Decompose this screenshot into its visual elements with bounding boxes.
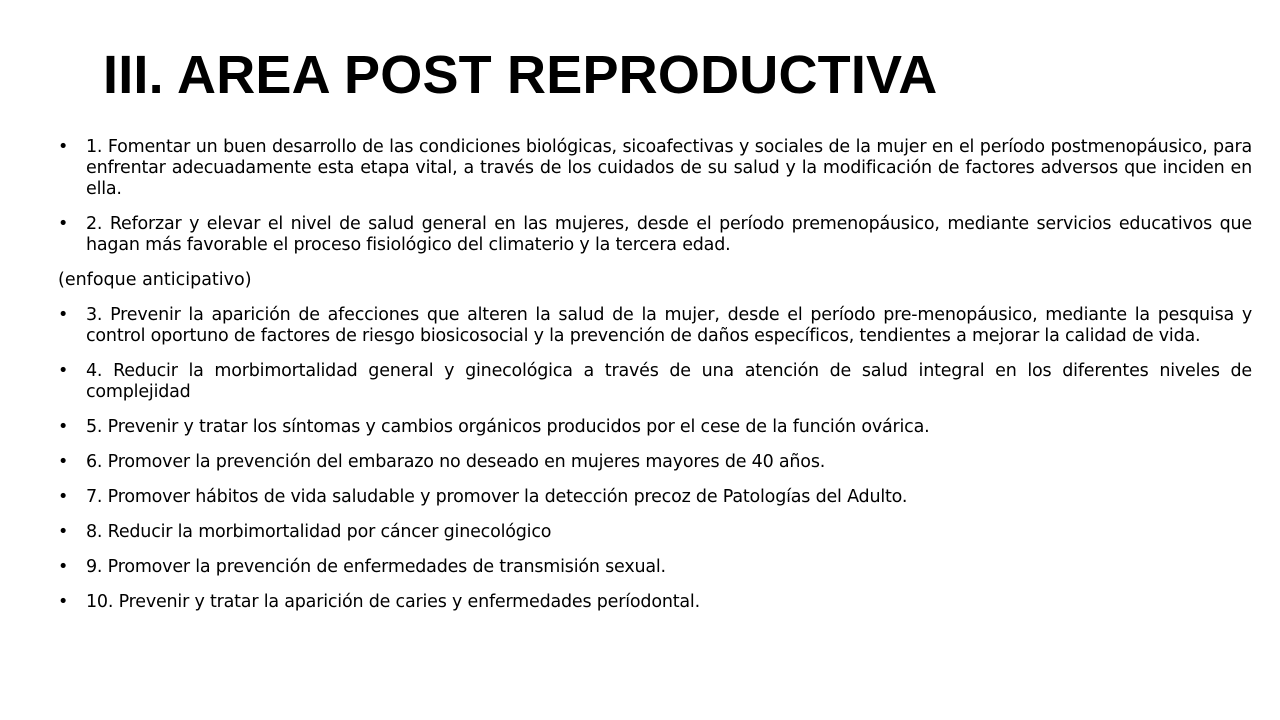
slide-body [58, 137, 1252, 627]
list-item [58, 452, 1252, 473]
list-item-text: 5. Prevenir y tratar los síntomas y cambios orgánicos producidos por el cese de la función ovárica. [86, 417, 930, 437]
list-item [58, 487, 1252, 508]
list-item [58, 522, 1252, 543]
bullet-icon: • [58, 522, 69, 542]
list-item [58, 417, 1252, 438]
list-item-text: 3. Prevenir la aparición de afecciones que alteren la salud de la mujer, desde el período pre-menopáusico, mediante la pesquisa y control oportuno de factores de riesgo biosicosocial y la prevención de daños específicos, tendientes a mejorar la calidad de vida. [86, 305, 1252, 346]
bullet-icon: • [58, 305, 69, 325]
list-item-text: 8. Reducir la morbimortalidad por cáncer ginecológico [86, 522, 552, 542]
list-item-text: 9. Promover la prevención de enfermedades de transmisión sexual. [86, 557, 666, 577]
list-item-text: 1. Fomentar un buen desarrollo de las condiciones biológicas, sicoafectivas y sociales de la mujer en el período postmenopáusico, para enfrentar adecuadamente esta etapa vital, a través de los cuidados de su salud y la modificación de factores adversos que inciden en ella. [86, 137, 1252, 199]
slide-title: III. AREA POST REPRODUCTIVA [103, 45, 938, 105]
bullet-icon: • [58, 417, 69, 437]
bullet-icon: • [58, 137, 69, 157]
bullet-icon: • [58, 592, 69, 612]
bullet-icon: • [58, 361, 69, 381]
list-item [58, 305, 1252, 347]
note-text: (enfoque anticipativo) [58, 270, 252, 290]
list-item [58, 361, 1252, 403]
list-item-text: 4. Reducir la morbimortalidad general y ginecológica a través de una atención de salud integral en los diferentes niveles de complejidad [86, 361, 1252, 402]
list-item-text: 7. Promover hábitos de vida saludable y promover la detección precoz de Patologías del Adulto. [86, 487, 908, 507]
list-item-text: 2. Reforzar y elevar el nivel de salud general en las mujeres, desde el período premenopáusico, mediante servicios educativos que hagan más favorable el proceso fisiológico del climaterio y la tercera edad. [86, 214, 1252, 255]
bullet-icon: • [58, 214, 69, 234]
bullet-icon: • [58, 557, 69, 577]
bullet-icon: • [58, 452, 69, 472]
list-item [58, 214, 1252, 256]
list-item-text: 6. Promover la prevención del embarazo no deseado en mujeres mayores de 40 años. [86, 452, 826, 472]
list-item [58, 557, 1252, 578]
bullet-icon: • [58, 487, 69, 507]
list-item [58, 592, 1252, 613]
list-item-text: 10. Prevenir y tratar la aparición de caries y enfermedades períodontal. [86, 592, 700, 612]
list-item [58, 137, 1252, 200]
